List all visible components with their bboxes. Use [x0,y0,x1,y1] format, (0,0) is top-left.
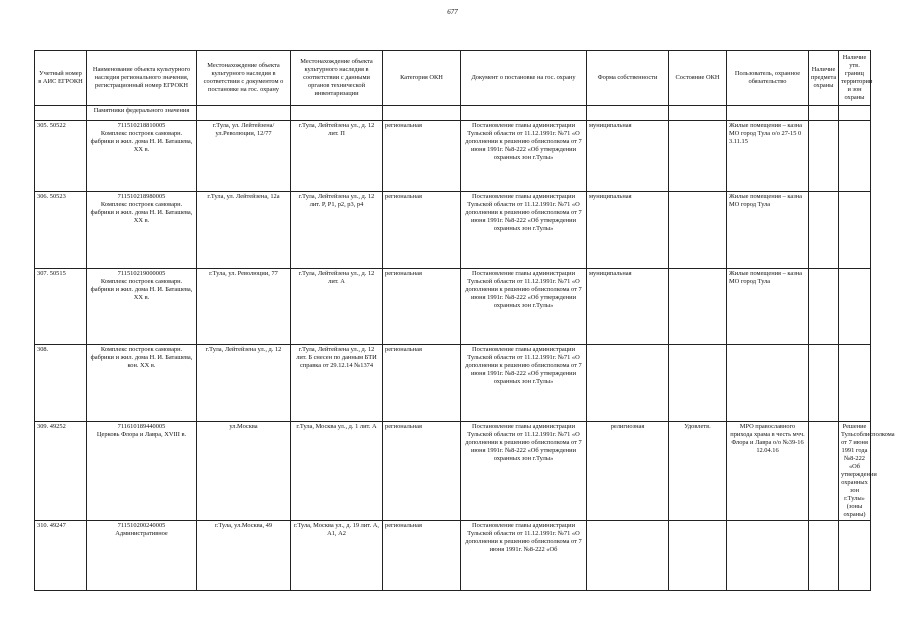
protection-subject [809,521,839,591]
col-header: Документ о постановке на гос. охрану [461,51,587,106]
user: Жилые помещения – казна МО город Тула о/о 27-15 0 3.11.15 [727,121,809,192]
col-header: Местонахождение объекта культурного наследия в соответствии с данными органов технической инвентаризации [291,51,383,106]
state [669,521,727,591]
category: региональная [383,269,461,345]
location-bti: г.Тула, Лейтейзена ул., д. 12 лит. Р, Р1, р2, р3, р4 [291,192,383,269]
category: региональная [383,121,461,192]
object-name: 711610189440005 Церковь Флора и Лавра, XVIII в. [87,422,197,521]
table-row [35,422,871,521]
location-doc: г.Тула, ул.Москва, 49 [197,521,291,591]
borders [839,345,871,422]
table-row [35,521,871,591]
location-doc: ул.Москва [197,422,291,521]
col-header: Состояние ОКН [669,51,727,106]
protection-subject [809,269,839,345]
table-row [35,192,871,269]
page-number: 677 [447,8,458,16]
col-header: Учетный номер в АИС ЕГРОКН [35,51,87,106]
ownership: муниципальная [587,121,669,192]
section-row [35,106,871,121]
category: региональная [383,422,461,521]
state [669,121,727,192]
state [669,269,727,345]
col-header: Форма собственности [587,51,669,106]
record-number: 307. 50515 [35,269,87,345]
protection-document: Постановление главы администрации Тульской области от 11.12.1991г. №71 «О дополнении к решению облисполкома от 7 июня 1991г. №8-222 «Об утверждении охранных зон г.Тулы» [461,121,587,192]
state: Удовлетв. [669,422,727,521]
category: региональная [383,521,461,591]
location-bti: г.Тула, Лейтейзена ул., д. 12 лит. Б снесен по данным БТИ справка от 29.12.14 №1374 [291,345,383,422]
borders [839,521,871,591]
borders [839,121,871,192]
record-number: 305. 50522 [35,121,87,192]
register-table [34,50,895,591]
col-header: Наличие предмета охраны [809,51,839,106]
record-number: 306. 50523 [35,192,87,269]
user: Жилые помещения – казна МО город Тула [727,192,809,269]
ownership [587,521,669,591]
user: Жилые помещения – казна МО город Тула [727,269,809,345]
location-doc: г.Тула, ул. Лейтейзена/ул.Революции, 12/77 [197,121,291,192]
protection-document: Постановление главы администрации Тульской области от 11.12.1991г. №71 «О дополнении к решению облисполкома от 7 июня 1991г. №8-222 «Об утверждении охранных зон г.Тулы» [461,192,587,269]
col-header: Категория ОКН [383,51,461,106]
user [727,345,809,422]
borders [839,192,871,269]
ownership [587,345,669,422]
col-header: Наличие утв. границ территории и зон охраны [839,51,871,106]
user: МРО православного прихода храма в честь мчч. Флора и Лавра о/о №39-16 12.04.16 [727,422,809,521]
borders: Решение Тульсоблисполкома от 7 июня 1991 года №8-222 «Об утверждении охранных зон г.Тулы» (зоны охраны) [839,422,871,521]
category: региональная [383,192,461,269]
record-number: 308. [35,345,87,422]
protection-subject [809,121,839,192]
location-bti: г.Тула, Лейтейзена ул., д. 12 лит. П [291,121,383,192]
section-label: Памятники федерального значения [87,106,197,121]
protection-subject [809,192,839,269]
object-name: Комплекс построек самоварн. фабрики и жил. дома Н. И. Баташева, кон. XX в. [87,345,197,422]
header-row [35,51,871,106]
col-header: Местонахождение объекта культурного наследия в соответствии с документом о постановке на гос. охрану [197,51,291,106]
protection-document: Постановление главы администрации Тульской области от 11.12.1991г. №71 «О дополнении к решению облисполкома от 7 июня 1991г. №8-222 «Об утверждении охранных зон г.Тулы» [461,345,587,422]
record-number: 310. 49247 [35,521,87,591]
ownership: религиозная [587,422,669,521]
location-bti: г.Тула, Москва ул., д. 1 лит. А [291,422,383,521]
col-header: Пользователь, охранное обязательство [727,51,809,106]
location-bti: г.Тула, Лейтейзена ул., д. 12 лит. А [291,269,383,345]
table-row [35,345,871,422]
object-name: 711510218980005 Комплекс построек самоварн. фабрики и жил. дома Н. И. Баташева, XX в. [87,192,197,269]
record-number: 309. 49252 [35,422,87,521]
col-header: Наименование объекта культурного наследия регионального значения, регистрационный номер ЕГРОКН [87,51,197,106]
protection-subject [809,422,839,521]
object-name: 711510218810005 Комплекс построек самоварн. фабрики и жил. дома Н. И. Баташева, XX в. [87,121,197,192]
table-row [35,269,871,345]
state [669,192,727,269]
protection-document: Постановление главы администрации Тульской области от 11.12.1991г. №71 «О дополнении к решению облисполкома от 7 июня 1991г. №8-222 «Об [461,521,587,591]
location-doc: г.Тула, ул. Революции, 77 [197,269,291,345]
protection-document: Постановление главы администрации Тульской области от 11.12.1991г. №71 «О дополнении к решению облисполкома от 7 июня 1991г. №8-222 «Об утверждении охранных зон г.Тулы» [461,422,587,521]
location-doc: г.Тула, ул. Лейтейзена, 12а [197,192,291,269]
borders [839,269,871,345]
object-name: 711510200240005 Административное [87,521,197,591]
location-bti: г.Тула, Москва ул., д. 19 лит. А, А1, А2 [291,521,383,591]
protection-document: Постановление главы администрации Тульской области от 11.12.1991г. №71 «О дополнении к решению облисполкома от 7 июня 1991г. №8-222 «Об утверждении охранных зон г.Тулы» [461,269,587,345]
state [669,345,727,422]
user [727,521,809,591]
category: региональная [383,345,461,422]
table-row [35,121,871,192]
ownership: муниципальная [587,269,669,345]
ownership: муниципальная [587,192,669,269]
location-doc: г.Тула, Лейтейзена ул., д. 12 [197,345,291,422]
protection-subject [809,345,839,422]
object-name: 711510219000005 Комплекс построек самоварн. фабрики и жил. дома Н. И. Баташева, XX в. [87,269,197,345]
